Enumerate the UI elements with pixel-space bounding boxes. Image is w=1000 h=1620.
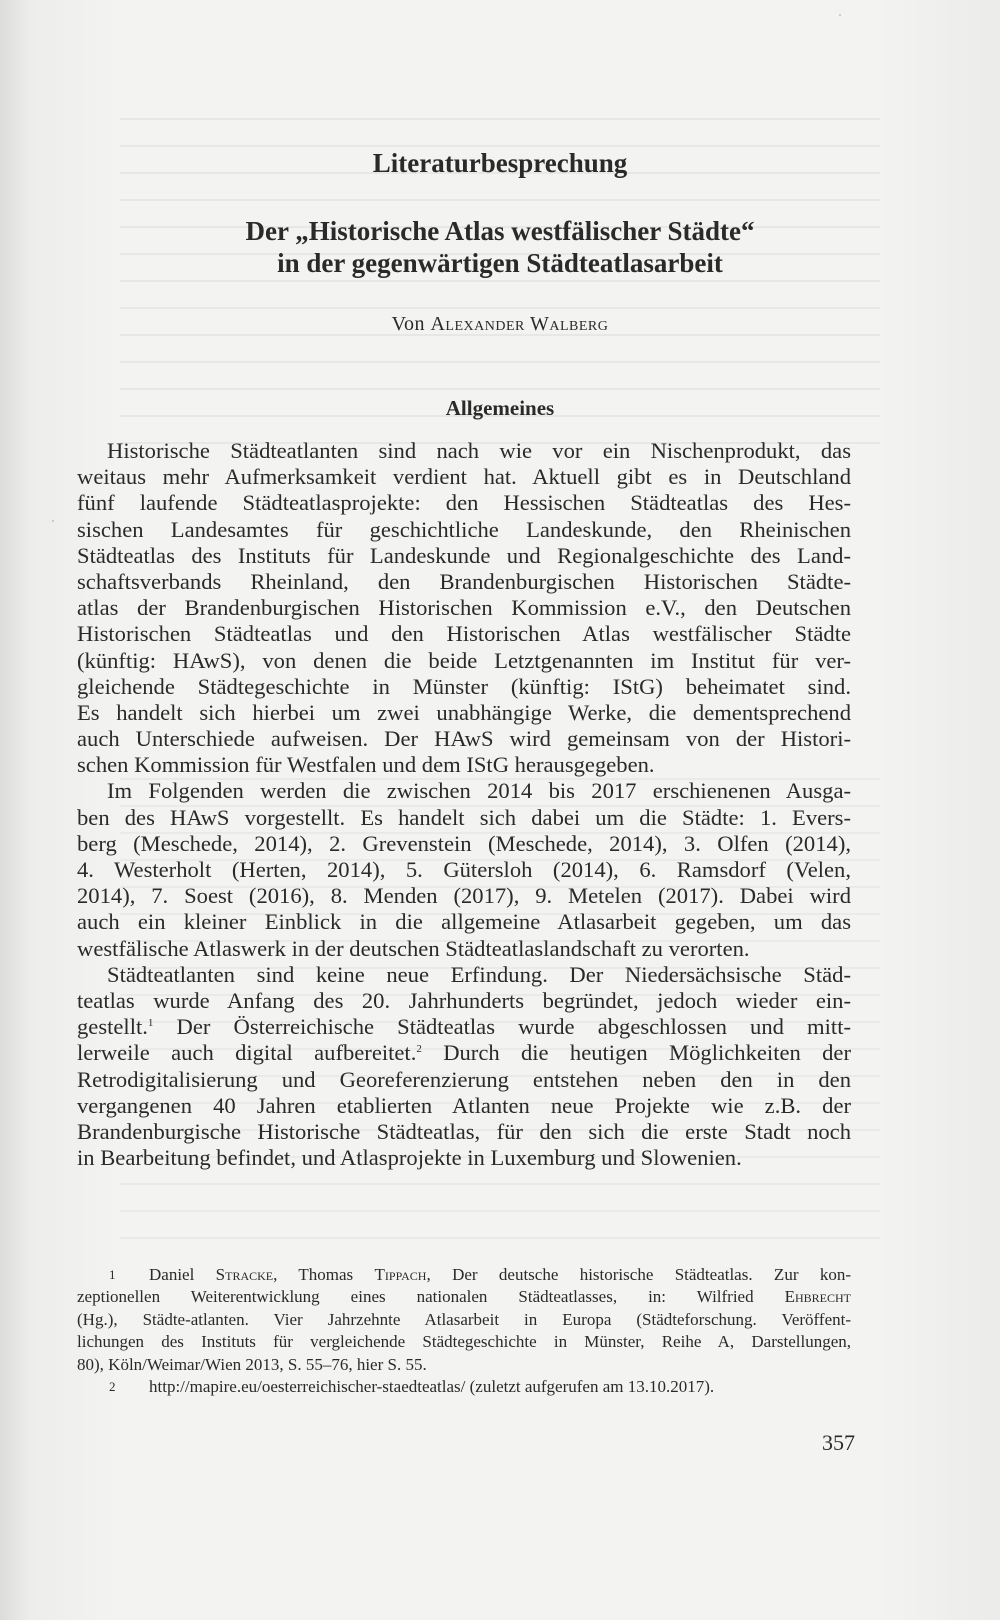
body-line: Retrodigitalisierung und Georeferenzierung entstehen neben den in den: [77, 1066, 851, 1092]
footnote-line: [77, 1376, 851, 1398]
body-line: westfälische Atlaswerk in der deutschen Städteatlaslandschaft zu verorten.: [77, 935, 750, 961]
section-heading: Literaturbesprechung: [372, 148, 628, 178]
byline-prefix: Von: [391, 313, 425, 335]
body-line: sischen Landesamtes für geschichtliche Landeskunde, den Rheinischen: [77, 516, 851, 542]
body-line: [77, 1040, 851, 1066]
author-name: Alexander Walberg: [430, 313, 609, 335]
body-text-span: lerweile auch digital aufbereitet.: [77, 1040, 417, 1066]
footnote-text: , Der deutsche historische Städteatlas. Zur kon-: [426, 1265, 851, 1284]
subheading: Allgemeines: [445, 396, 555, 420]
body-line: auch Unterschiede aufweisen. Der HAwS wird gemeinsam von der Histori-: [77, 726, 851, 752]
footnote-text: , Thomas: [273, 1265, 375, 1284]
footnote-text: Daniel: [149, 1265, 216, 1284]
body-line: Historischen Städteatlas und den Historischen Atlas westfälischer Städte: [77, 621, 851, 647]
body-line: Städteatlas des Instituts für Landeskunde und Regionalgeschichte des Land-: [77, 542, 851, 568]
article-title-line-2: in der gegenwärtigen Städteatlasarbeit: [277, 248, 723, 278]
body-line: fünf laufende Städteatlasprojekte: den Hessischen Städteatlas des Hes-: [77, 490, 851, 516]
footnote-number: 1: [109, 1267, 116, 1282]
byline: [0, 313, 1000, 336]
footnote-line: 80), Köln/Weimar/Wien 2013, S. 55–76, hier S. 55.: [77, 1354, 427, 1374]
body-line: Historische Städteatlanten sind nach wie vor ein Nischenprodukt, das: [107, 438, 851, 463]
body-line: atlas der Brandenburgischen Historischen Kommission e.V., den Deutschen: [77, 595, 851, 621]
body-line: schen Kommission für Westfalen und dem IStG herausgegeben.: [77, 752, 655, 778]
body-line: in Bearbeitung befindet, und Atlasprojekte in Luxemburg und Slowenien.: [77, 1145, 742, 1171]
footnote-ref: 2: [416, 1043, 422, 1056]
body-line: Es handelt sich hierbei um zwei unabhängige Werke, die dementsprechend: [77, 699, 851, 725]
body-line: teatlas wurde Anfang des 20. Jahrhunderts begründet, jedoch wieder ein-: [77, 987, 851, 1013]
page-number: 357: [822, 1430, 855, 1455]
footnote-author: Stracke: [215, 1265, 274, 1284]
body-line: (künftig: HAwS), von denen die beide Letztgenannten im Institut für ver-: [77, 647, 851, 673]
article-title-line-1: Der „Historische Atlas westfälischer Städte“: [245, 216, 755, 246]
body-text-span: Durch die heutigen Möglichkeiten der: [421, 1040, 851, 1066]
footnote-number: 2: [109, 1378, 116, 1394]
footnote-author: Tippach: [374, 1265, 427, 1284]
footnote-text: zeptionellen Weiterentwicklung eines nationalen Städteatlasses, in: Wilfried: [77, 1287, 785, 1307]
body-line: 4. Westerholt (Herten, 2014), 5. Gütersloh (2014), 6. Ramsdorf (Velen,: [77, 857, 851, 882]
body-line: Brandenburgische Historische Städteatlas, für den sich die erste Stadt noch: [77, 1118, 851, 1144]
footnotes: [77, 1264, 851, 1398]
footnote-url-text[interactable]: http://mapire.eu/oesterreichischer-staedteatlas/ (zuletzt aufgerufen am 13.10.2017).: [149, 1376, 715, 1396]
body-line: vergangenen 40 Jahren etablierten Atlanten neue Projekte wie z.B. der: [77, 1092, 851, 1118]
footnote-author: Ehbrecht: [784, 1287, 851, 1307]
body-line: ben des HAwS vorgestellt. Es handelt sich dabei um die Städte: 1. Evers-: [77, 804, 851, 830]
footnote-line: [77, 1286, 851, 1308]
body-line: gleichende Städtegeschichte in Münster (künftig: IStG) beheimatet sind.: [77, 673, 851, 699]
body-line: Im Folgenden werden die zwischen 2014 bis 2017 erschienenen Ausga-: [107, 778, 851, 804]
footnote-line: (Hg.), Städte-atlanten. Vier Jahrzehnte Atlasarbeit in Europa (Städteforschung. Veröffent-: [77, 1309, 851, 1329]
scan-speck: [52, 520, 54, 522]
footnote-ref: 1: [147, 1017, 154, 1030]
body-line: weitaus mehr Aufmerksamkeit verdient hat. Aktuell gibt es in Deutschland: [77, 464, 851, 490]
body-line: 2014), 7. Soest (2016), 8. Menden (2017), 9. Metelen (2017). Dabei wird: [77, 883, 851, 909]
body-text: [77, 438, 851, 1171]
body-line: schaftsverbands Rheinland, den Brandenburgischen Historischen Städte-: [77, 568, 851, 594]
body-text-span: Der Österreichische Städteatlas wurde abgeschlossen und mitt-: [153, 1014, 851, 1040]
body-line: [77, 1014, 851, 1040]
footnote-line: [77, 1264, 851, 1286]
footnote-line: lichungen des Instituts für vergleichende Städtegeschichte in Münster, Reihe A, Darstellungen,: [77, 1332, 851, 1352]
body-line: Städteatlanten sind keine neue Erfindung. Der Niedersächsische Städ-: [107, 961, 851, 987]
scan-speck: [839, 14, 841, 16]
body-line: berg (Meschede, 2014), 2. Grevenstein (Meschede, 2014), 3. Olfen (2014),: [77, 830, 851, 856]
body-text-span: gestellt.: [77, 1014, 148, 1040]
body-line: auch ein kleiner Einblick in die allgemeine Atlasarbeit gegeben, um das: [77, 909, 851, 935]
